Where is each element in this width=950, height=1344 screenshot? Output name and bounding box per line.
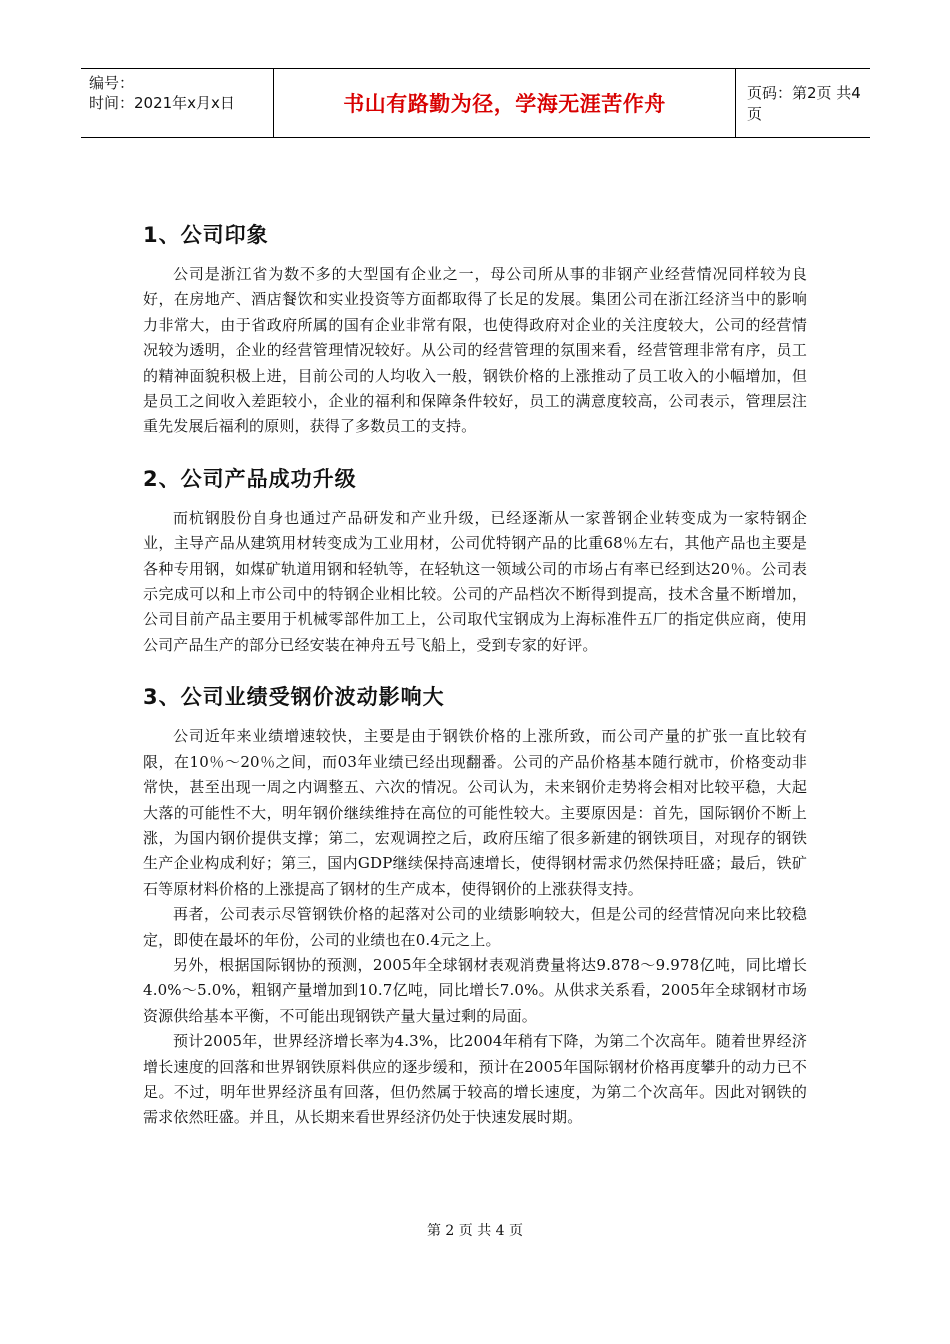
- section-product-upgrade: [143, 464, 807, 658]
- paragraph: 公司近年来业绩增速较快，主要是由于钢铁价格的上涨所致，而公司产量的扩张一直比较有限，在10％～20％之间，而03年业绩已经出现翻番。公司的产品价格基本随行就市，价格变动非常快，甚至出现一周之内调整五、六次的情况。公司认为，未来钢价走势将会相对比较平稳，大起大落的可能性不大，明年钢价继续维持在高位的可能性较大。主要原因是：首先，国际钢价不断上涨，为国内钢价提供支撑；第二，宏观调控之后，政府压缩了很多新建的钢铁项目，对现存的钢铁生产企业构成利好；第三，国内GDP继续保持高速增长，使得钢材需求仍然保持旺盛；最后，铁矿石等原材料价格的上涨提高了钢材的生产成本，使得钢价的上涨获得支持。: [143, 727, 807, 898]
- paragraph: 公司是浙江省为数不多的大型国有企业之一，母公司所从事的非钢产业经营情况同样较为良好，在房地产、酒店餐饮和实业投资等方面都取得了长足的发展。集团公司在浙江经济当中的影响力非常大，由于省政府所属的国有企业非常有限，也使得政府对企业的关注度较大，公司的经营情况较为透明，企业的经营管理情况较好。从公司的经营管理的氛围来看，经营管理非常有序，员工的精神面貌积极上进，目前公司的人均收入一般，钢铁价格的上涨推动了员工收入的小幅增加，但是员工之间收入差距较小，企业的福利和保障条件较好，员工的满意度较高，公司表示，管理层注重先发展后福利的原则，获得了多数员工的支持。: [143, 265, 807, 436]
- header-date-label: 时间：2021年x月x日: [89, 94, 235, 112]
- paragraph: 另外，根据国际钢协的预测，2005年全球钢材表观消费量将达9.878～9.978亿吨，同比增长4.0%～5.0%，粗钢产量增加到10.7亿吨，同比增长7.0%。从供求关系看，2005年全球钢材市场资源供给基本平衡，不可能出现钢铁产量大量过剩的局面。: [143, 955, 807, 1025]
- paragraph: 而杭钢股份自身也通过产品研发和产业升级，已经逐渐从一家普钢企业转变成为一家特钢企业，主导产品从建筑用材转变成为工业用材，公司优特钢产品的比重68％左右，其他产品也主要是各种专用钢，如煤矿轨道用钢和轻轨等，在轻轨这一领域公司的市场占有率已经到达20％。公司表示完成可以和上市公司中的特钢企业相比较。公司的产品档次不断得到提高，技术含量不断增加，公司目前产品主要用于机械零部件加工上，公司取代宝钢成为上海标准件五厂的指定供应商，使用公司产品生产的部分已经安装在神舟五号飞船上，受到专家的好评。: [143, 508, 807, 654]
- page-header: [81, 68, 870, 138]
- header-motto: 书山有路勤为径，学海无涯苦作舟: [274, 69, 736, 137]
- header-page-label: 页码：第2页 共4页: [747, 84, 861, 123]
- paragraph: 再者，公司表示尽管钢铁价格的起落对公司的业绩影响较大，但是公司的经营情况向来比较稳定，即使在最坏的年份，公司的业绩也在0.4元之上。: [143, 905, 807, 949]
- section-title: 2、公司产品成功升级: [143, 466, 357, 491]
- section-title: 1、公司印象: [143, 223, 269, 247]
- section-title: 3、公司业绩受钢价波动影响大: [143, 685, 445, 710]
- paragraph: 预计2005年，世界经济增长率为4.3%，比2004年稍有下降，为第二个次高年。随着世界经济增长速度的回落和世界钢铁原料供应的逐步缓和，预计在2005年国际钢材价格再度攀升的动力已不足。不过，明年世界经济虽有回落，但仍然属于较高的增长速度，为第二个次高年。因此对钢铁的需求依然旺盛。并且，从长期来看世界经济仍处于快速发展时期。: [143, 1032, 807, 1127]
- header-code-label: 编号：: [89, 74, 135, 92]
- document-body: [143, 220, 807, 1155]
- section-performance-steel-price: [143, 682, 807, 1131]
- header-meta: [81, 69, 274, 137]
- section-company-impression: [143, 220, 807, 440]
- page-footer: 第 2 页 共 4 页: [426, 1223, 524, 1239]
